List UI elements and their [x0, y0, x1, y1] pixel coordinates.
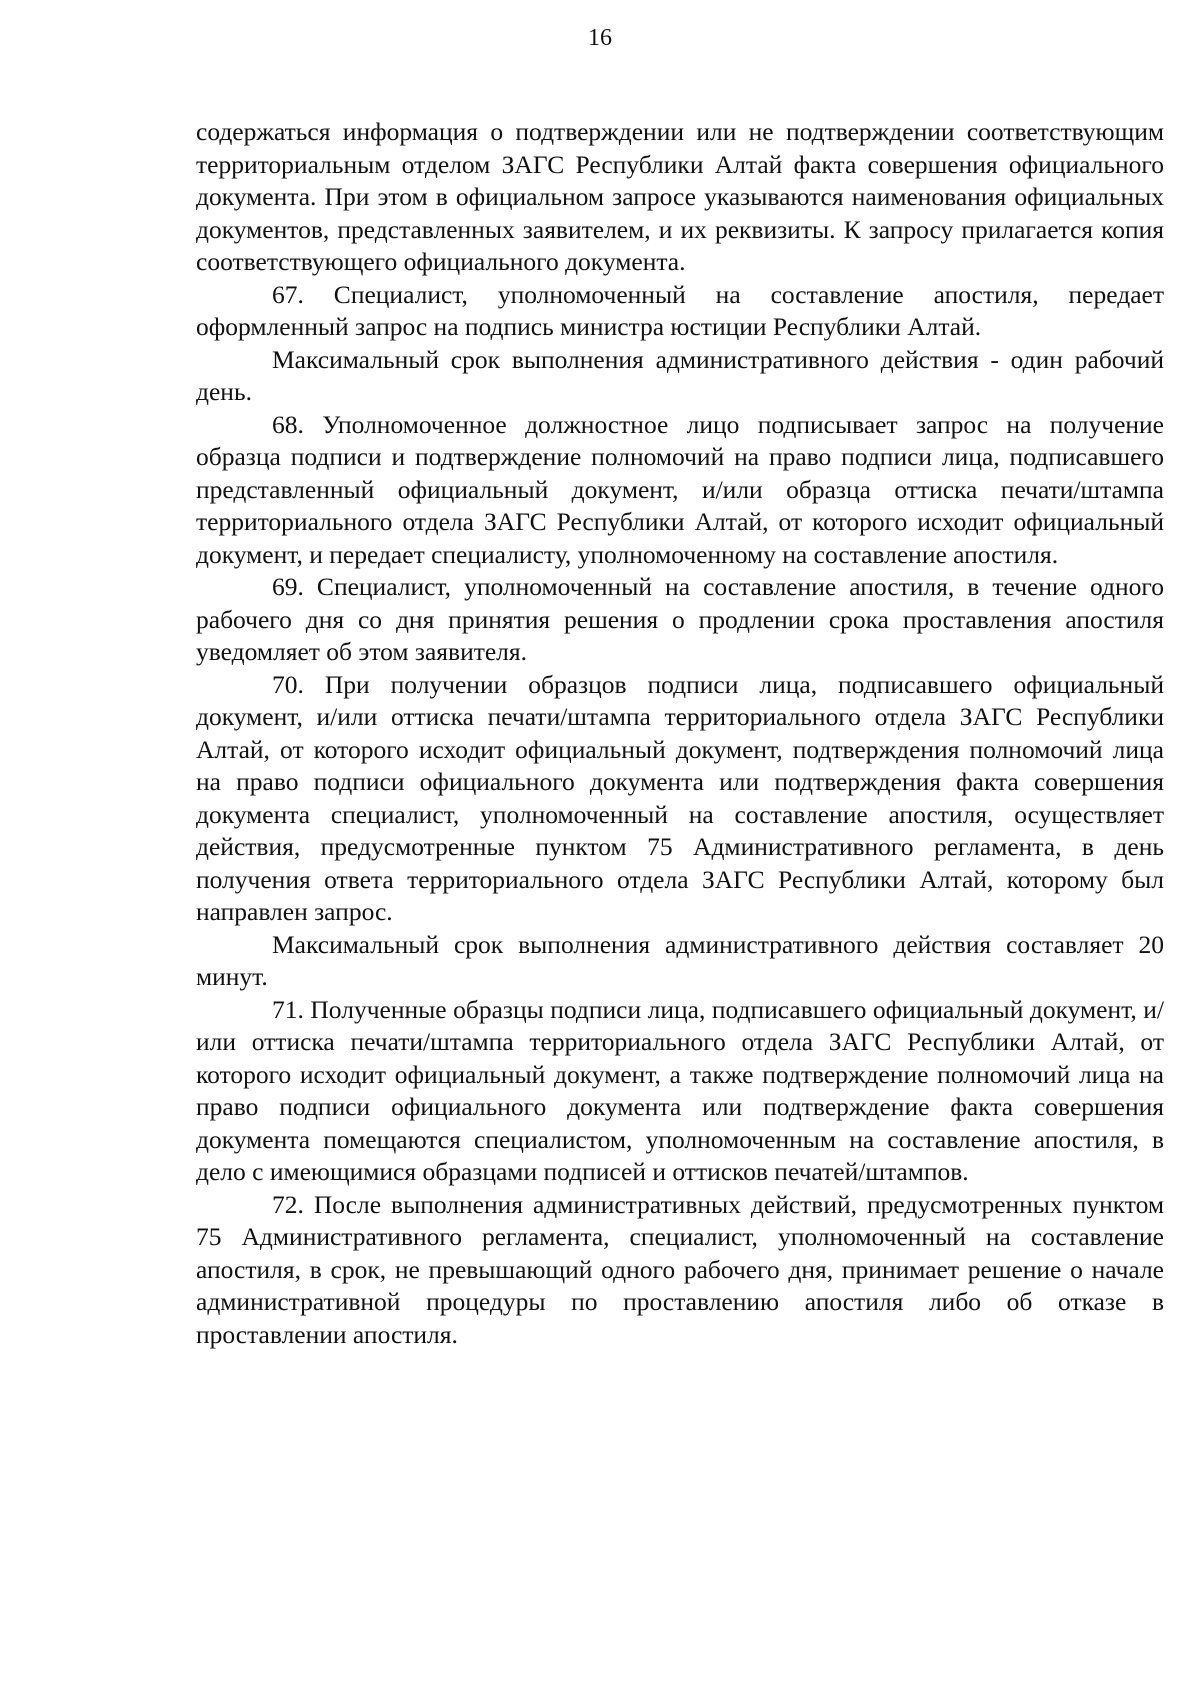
paragraph-continuation: содержаться информация о подтверждении или не подтверждении соответствующим территориальным отделом ЗАГС Республики Алтай факта совершения официального документа. При этом в официальном запросе указываются наименования официальных документов, представленных заявителем, и их реквизиты. К запросу прилагается копия соответствующего официального документа. [196, 117, 1164, 276]
paragraph-deadline-one-day: Максимальный срок выполнения административного действия - один рабочий день. [196, 344, 1164, 406]
paragraph-item-72: 72. После выполнения административных действий, предусмотренных пунктом 75 Административного регламента, специалист, уполномоченный на составление апостиля, в срок, не превышающий одного рабочего дня, принимает решение о начале административной процедуры по проставлению апостиля либо об отказе в проставлении апостиля. [196, 1189, 1164, 1349]
paragraph-item-68: 68. Уполномоченное должностное лицо подписывает запрос на получение образца подписи и подтверждение полномочий на право подписи лица, подписавшего представленный официальный документ, и/или образца оттиска печати/штампа территориального отдела ЗАГС Республики Алтай, от которого исходит официальный документ, и передает специалисту, уполномоченному на составление апостиля. [196, 409, 1164, 569]
paragraph-deadline-20-minutes: Максимальный срок выполнения административного действия составляет 20 минут. [196, 929, 1164, 991]
paragraph-item-67: 67. Специалист, уполномоченный на составление апостиля, передает оформленный запрос на подпись министра юстиции Республики Алтай. [196, 279, 1164, 341]
paragraph-item-71: 71. Полученные образцы подписи лица, подписавшего официальный документ, и/или оттиска печати/штампа территориального отдела ЗАГС Республики Алтай, от которого исходит официальный документ, а также подтверждение полномочий лица на право подписи официального документа или подтверждение факта совершения документа помещаются специалистом, уполномоченным на составление апостиля, в дело с имеющимися образцами подписей и оттисков печатей/штампов. [196, 994, 1164, 1186]
paragraph-item-70: 70. При получении образцов подписи лица, подписавшего официальный документ, и/или оттиска печати/штампа территориального отдела ЗАГС Республики Алтай, от которого исходит официальный документ, подтверждения полномочий лица на право подписи официального документа или подтверждения факта совершения документа специалист, уполномоченный на составление апостиля, осуществляет действия, предусмотренные пунктом 75 Административного регламента, в день получения ответа территориального отдела ЗАГС Республики Алтай, которому был направлен запрос. [196, 669, 1164, 926]
page-number: 16 [588, 25, 612, 51]
document-body [196, 116, 1164, 1351]
paragraph-item-69: 69. Специалист, уполномоченный на составление апостиля, в течение одного рабочего дня со дня принятия решения о продлении срока проставления апостиля уведомляет об этом заявителя. [196, 572, 1164, 666]
